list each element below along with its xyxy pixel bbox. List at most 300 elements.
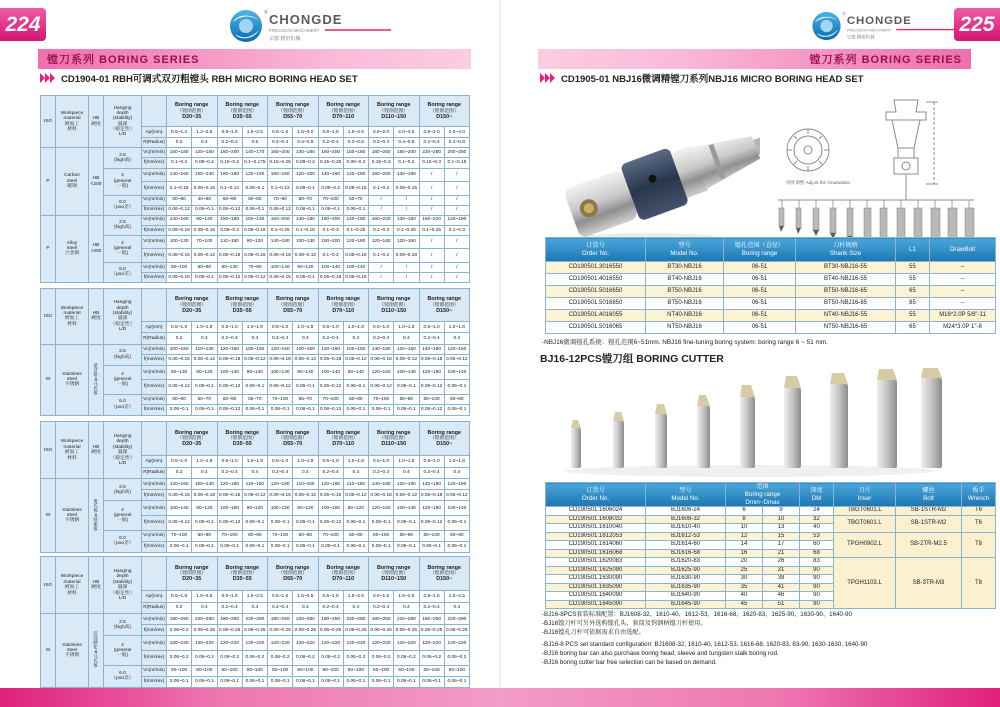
cell: /	[394, 262, 419, 272]
cell: 1.5~2.5	[343, 591, 368, 602]
cell: 0.2~0.4	[268, 602, 293, 613]
cell: Vc(m/min)	[142, 501, 167, 516]
cell: 0.15~0.25	[268, 158, 293, 168]
cell: 100~140	[318, 365, 343, 379]
cell: 0.1~0.175	[242, 158, 267, 168]
cell: 15	[763, 532, 800, 541]
cell: 0.06~0.12	[192, 355, 217, 366]
cell: 55	[896, 310, 930, 322]
cell: 80~120	[293, 501, 318, 516]
cell: 2.0~3.5	[394, 127, 419, 137]
cell: /	[369, 272, 394, 282]
table-row	[546, 558, 996, 567]
cell: 100~150	[293, 344, 318, 355]
cell: 68	[800, 549, 834, 558]
cell: 0.06~0.1	[242, 676, 267, 687]
cell: Boring range （镗削范围） D35~55	[217, 96, 268, 127]
cell: 32	[800, 515, 834, 524]
cell: CD190501.1606024	[546, 507, 646, 516]
cell: 0.5~1.0	[318, 456, 343, 467]
cell: CD190501.1630090	[546, 575, 646, 584]
cell: 26	[763, 558, 800, 567]
cell: 180~250	[167, 614, 192, 625]
cell: 0.06~0.12	[343, 490, 368, 501]
svg-text:CHONGDE: CHONGDE	[269, 12, 343, 27]
product-title-text: CD1905-01 NBJ16微调精镗刀系列NBJ16 MICRO BORING HEAD SET	[561, 74, 864, 85]
vc-row	[41, 530, 470, 541]
cell: Workpiece material 被加工 材料	[56, 422, 89, 479]
cell: 120~220	[444, 636, 469, 651]
cell: Boring range （镗削范围） D150~	[419, 289, 470, 322]
section-title-boring-cutter: BJ16-12PCS镗刀组 BORING CUTTER	[540, 353, 724, 365]
cell: 55	[896, 274, 930, 286]
cell: 0.08~0.15	[167, 249, 192, 263]
cell: 0.06~0.12	[242, 490, 267, 501]
cell: 180~250	[217, 614, 242, 625]
cell: 100~130	[242, 215, 267, 225]
cell: 0.4	[444, 467, 469, 478]
cell: /	[419, 195, 444, 205]
cell: 0.06~0.1	[167, 405, 192, 416]
cell: 0.06~0.15	[268, 490, 293, 501]
cell: NT50-NBJ16	[646, 322, 724, 334]
cell: 0.06~0.12	[419, 380, 444, 394]
cell: TPGH0902.L	[834, 532, 896, 558]
cell: 0.06~0.1	[268, 541, 293, 552]
cell: 0.4	[394, 333, 419, 344]
cell: 160~200	[318, 215, 343, 225]
cell: 160~180	[217, 168, 242, 181]
cell: Ap(mm)	[142, 456, 167, 467]
cutter-set-photo	[555, 366, 945, 478]
series-banner-text: 镗刀系列 BORING SERIES	[47, 54, 200, 66]
cell: 80~100	[369, 530, 394, 541]
cell: 90	[800, 600, 834, 609]
note-line: -BJ16 boring bar can also purchase boring head, sleeve and tungsten stalk boring rod.	[542, 649, 779, 657]
cell: 40	[726, 592, 763, 601]
cell: 0.5~1.5	[268, 591, 293, 602]
cell: 0.06~0.2	[167, 651, 192, 666]
cell: 140~180	[394, 215, 419, 225]
cell: 0.4	[343, 467, 368, 478]
cell: BJ1635-90	[646, 583, 726, 592]
cell: 0.08~0.15	[343, 182, 368, 196]
cell: M	[41, 479, 56, 553]
cell: 0.06~0.1	[394, 380, 419, 394]
cell: 60~90	[217, 394, 242, 405]
cell: 160~200	[369, 168, 394, 181]
cell: 220~280	[444, 614, 469, 625]
cell: 0.4	[242, 602, 267, 613]
cell: 120~220	[369, 636, 394, 651]
cell: 0.08~0.2	[293, 158, 318, 168]
diagram-label: 刻度调整 Adjust the Graduation	[786, 180, 851, 185]
table-header-row	[546, 238, 996, 262]
cell: 0.5~1.0	[268, 322, 293, 333]
cell: 0.06~0.1	[444, 541, 469, 552]
cell: 60~90	[192, 262, 217, 272]
cell: 沉淀硬化&马氏体	[89, 614, 104, 688]
cell: 0.2~0.4	[318, 602, 343, 613]
cell: 160~220	[419, 215, 444, 225]
cell: 0.2~0.4	[369, 333, 394, 344]
cell: 0.06~0.1	[369, 676, 394, 687]
cell: 120~160	[444, 479, 469, 490]
cell: 0.1~0.12	[268, 182, 293, 196]
nbj16-note: -NBJ16微调镗孔系统：镗孔范围6~51mm. NBJ16 fine-tuning boring system: boring range 6 ~ 51 mm.	[542, 339, 828, 346]
order-table	[545, 237, 996, 334]
cell: 14	[726, 541, 763, 550]
cell: 0.4~0.8	[394, 137, 419, 148]
series-banner-right	[538, 49, 971, 69]
cell: CD190501.1616068	[546, 549, 646, 558]
cell: 60~90	[394, 530, 419, 541]
cell: M16*2.0P 5/8"-11	[930, 310, 996, 322]
cell: 0.4	[343, 602, 368, 613]
cell: 53	[800, 532, 834, 541]
cell: Carbon steel 碳钢	[56, 148, 89, 215]
cell: TPGH1103.L	[834, 558, 896, 609]
cell: 90~140	[343, 365, 368, 379]
table-row	[546, 310, 996, 322]
cell: Vc(m/min)	[142, 365, 167, 379]
cell: 45	[726, 600, 763, 609]
cell: 50~70	[192, 394, 217, 405]
svg-text:宗德 精密机械: 宗德 精密机械	[269, 36, 301, 42]
cell: M24*3.0P 1"-8	[930, 322, 996, 334]
cell: 120~160	[394, 344, 419, 355]
cell: CD190501.4016550	[546, 274, 646, 286]
cell: 0.06~0.1	[343, 676, 368, 687]
cell: 0.2	[167, 467, 192, 478]
cell	[142, 557, 167, 591]
cell: /	[419, 168, 444, 181]
cell: 0.06~0.18	[369, 355, 394, 366]
note-line: -BJ16-8 PCS set standard configuration: BJ1608-32, 1610-40, 1612-53, 1616-68, 1620-83, 83-90, 1630-1630, 1640-90	[542, 641, 868, 648]
cell: 140~180	[293, 215, 318, 225]
cell: 60~90	[444, 530, 469, 541]
cell: 0.5~1.0	[369, 456, 394, 467]
cell: 110~150	[293, 479, 318, 490]
cell: 150~180	[343, 148, 368, 158]
vc-row	[41, 479, 470, 490]
cell: CD190501.1625090	[546, 566, 646, 575]
cell: Vc(m/min)	[142, 262, 167, 272]
cell: 0.06~0.1	[444, 676, 469, 687]
cell: 0.06~0.1	[369, 405, 394, 416]
cell: 60~80	[192, 530, 217, 541]
cell: 70~100	[318, 530, 343, 541]
cell: 6.0 （poo差）	[104, 665, 142, 687]
header-cell: 刀片 Inser	[834, 483, 896, 507]
cell: –	[930, 262, 996, 274]
cell: 70~100	[167, 530, 192, 541]
cell: Boring range （镗削范围） D70~110	[318, 422, 369, 456]
cell: 0.1~0.25	[343, 225, 368, 235]
cell: 0.06~0.15	[167, 355, 192, 366]
cell: 0.08~0.18	[268, 355, 293, 366]
cell: 0.06~0.12	[293, 355, 318, 366]
cell: /	[394, 195, 419, 205]
cell: 0.2~0.4	[268, 137, 293, 148]
cell: 60~100	[217, 665, 242, 676]
cell: 60~90	[242, 530, 267, 541]
cell: f(mm/rev)	[142, 225, 167, 235]
cell: 0.08~0.2	[343, 158, 368, 168]
product-title-left	[40, 71, 358, 85]
cell: 0.08~0.18	[343, 249, 368, 263]
cell: f(mm/rev)	[142, 182, 167, 196]
cell: 1.0~1.8	[343, 456, 368, 467]
cell: 0.06~0.12	[217, 272, 242, 282]
note-line: -BJ16镗孔刀杆可依据需求自由选配。	[542, 628, 645, 636]
cell: Hanging depth (stability) 悬深 （稳定性） L/D	[104, 289, 142, 345]
cell: 0.06~0.2	[343, 651, 368, 666]
cell: 0.5~1.0	[419, 456, 444, 467]
cell: 80~130	[217, 262, 242, 272]
header-cell: 板手 Wrench	[962, 483, 996, 507]
cell: 0.2~0.4	[369, 467, 394, 478]
cell: 0.4	[192, 333, 217, 344]
cell: 90	[800, 575, 834, 584]
cell: 60	[800, 541, 834, 550]
svg-text:PRECISION MACHINERY: PRECISION MACHINERY	[269, 28, 320, 33]
cell: CD190501.1645090	[546, 600, 646, 609]
cell: Vc(m/min)	[142, 215, 167, 225]
cell: T6	[962, 507, 996, 516]
cell: 60~90	[167, 394, 192, 405]
cell: 0.5~1.5	[419, 591, 444, 602]
cell: 60~80	[444, 394, 469, 405]
cell: HB 硬度	[89, 96, 104, 148]
cell: 0.06~0.25	[419, 625, 444, 636]
cell: 0.06~0.1	[293, 405, 318, 416]
cell: 0.2~0.4	[369, 137, 394, 148]
cell: 0.06~0.1	[242, 380, 267, 394]
cell: 100~140	[192, 168, 217, 181]
cell: 0.8~1.5	[217, 127, 242, 137]
cell: 150~180	[217, 215, 242, 225]
notes-chinese	[542, 611, 852, 638]
cell: 1.2~2.5	[192, 127, 217, 137]
cell: 0.06~0.2	[268, 651, 293, 666]
cell: Boring range （镗削范围） D70~110	[318, 96, 369, 127]
cell: 1.5~3.0	[293, 127, 318, 137]
cell: f(mm/rev)	[142, 625, 167, 636]
spec-table-1	[40, 95, 470, 283]
cell: 0.06~0.1	[394, 541, 419, 552]
cell: 0.06~0.1	[217, 676, 242, 687]
cell: 60~90	[217, 195, 242, 205]
cell: 0.06~0.12	[217, 516, 242, 531]
note-line: -BJ16-8PCS套装标准配置：BJ1608-32、1610-40、1612-53、1616-68、1620-83、1625-90、1630-90、1640-90	[542, 611, 852, 618]
cell: 0.06~0.12	[444, 355, 469, 366]
cell: Boring range （镗削范围） D55~70	[268, 557, 319, 591]
cell: 0.5~1.2	[167, 127, 192, 137]
cell: 100~140	[192, 479, 217, 490]
cell: /	[419, 272, 444, 282]
series-banner-left	[38, 49, 471, 69]
cell: 0.06~0.12	[318, 380, 343, 394]
cell: /	[394, 272, 419, 282]
vc-row	[41, 501, 470, 516]
cell: 100~150	[167, 344, 192, 355]
cell: 0.06~0.25	[394, 625, 419, 636]
cell: 0.06~0.12	[167, 205, 192, 215]
cell: Vc(m/min)	[142, 479, 167, 490]
cell: 70~100	[369, 394, 394, 405]
cell: 0.5~1.0	[167, 456, 192, 467]
table-row	[546, 532, 996, 541]
cell: CD190501.1610040	[546, 524, 646, 533]
cell: 0.2~0.4	[419, 137, 444, 148]
cell: 0.06~0.1	[444, 380, 469, 394]
cell: 80~100	[419, 394, 444, 405]
cell: 0.06~0.18	[217, 355, 242, 366]
cell: 0.06~0.1	[268, 405, 293, 416]
cell: 0.15~0.3	[369, 158, 394, 168]
cell: 0.8~1.5	[268, 127, 293, 137]
cell: 4 (general 一般)	[104, 235, 142, 262]
cell: 0.06~0.1	[394, 676, 419, 687]
cell: BT40-NBJ16-55	[796, 274, 896, 286]
cell: 0.8~2.0	[369, 127, 394, 137]
cell: 0.2~0.4	[217, 602, 242, 613]
notes-english	[542, 641, 867, 668]
cell: f(mm/rev)	[142, 158, 167, 168]
cell: 46	[763, 592, 800, 601]
cell: 180~250	[268, 614, 293, 625]
cell: 120~150	[293, 168, 318, 181]
cell: 0.5~1.0	[318, 322, 343, 333]
cell: 0.06~0.1	[192, 405, 217, 416]
cell: 0.06~0.25	[293, 625, 318, 636]
cell: 0.4	[343, 333, 368, 344]
cell: 0.06~0.25	[369, 625, 394, 636]
cell: Vc(m/min)	[142, 530, 167, 541]
cell: 0.06~0.2	[217, 225, 242, 235]
cell: P	[41, 215, 56, 282]
cell: Workpiece material 被加工 材料	[56, 96, 89, 148]
cell: 55~70	[242, 394, 267, 405]
cell: 160~220	[369, 215, 394, 225]
cell: Vc(m/min)	[142, 665, 167, 676]
cell: 50~70	[293, 195, 318, 205]
cell: 1.5~2.5	[242, 591, 267, 602]
cell: 0.4	[293, 467, 318, 478]
cell: 31	[763, 566, 800, 575]
cell: 0.4	[192, 467, 217, 478]
cell: 0.06~0.12	[217, 380, 242, 394]
cell: 2.5 (high高)	[104, 215, 142, 235]
cell: 0.06~0.1	[343, 405, 368, 416]
cell: /	[419, 182, 444, 196]
cell: 80~120	[192, 501, 217, 516]
cell: SB-1STR-M2	[896, 515, 962, 532]
cell: Boring range （镗削范围） D110~150	[369, 289, 420, 322]
cell: 0.15~0.2	[217, 158, 242, 168]
cell: 60~90	[293, 530, 318, 541]
cell: 60~100	[394, 665, 419, 676]
cell: 0.06~0.2	[369, 651, 394, 666]
cell: 0.4	[293, 602, 318, 613]
cell: 4 (general 一般)	[104, 501, 142, 531]
cell: CD190501.5016065	[546, 322, 646, 334]
svg-text:®: ®	[842, 11, 846, 17]
cell: 0.05~0.1	[192, 272, 217, 282]
cell: 60~100	[343, 665, 368, 676]
cell: 10	[763, 515, 800, 524]
cell: 6.0 （poo差）	[104, 262, 142, 282]
cell: 0.8~1.5	[318, 127, 343, 137]
cell: 06-51	[724, 298, 796, 310]
cell: 1.0~1.8	[394, 456, 419, 467]
cell: 0.06~0.1	[369, 516, 394, 531]
cell: 90~140	[293, 365, 318, 379]
cell: 100~150	[268, 501, 293, 516]
cell: Boring range （镗削范围） D150~	[419, 557, 470, 591]
cell: 8	[726, 515, 763, 524]
cell: 0.06~0.2	[444, 651, 469, 666]
cell: Boring range （镗削范围） D55~70	[268, 289, 319, 322]
cell: –	[930, 298, 996, 310]
cell: 60~100	[242, 665, 267, 676]
cell: BJ1625-90	[646, 566, 726, 575]
cell: 1.5~2.5	[242, 127, 267, 137]
cell: 0.06~0.1	[293, 676, 318, 687]
cell: M	[41, 614, 56, 688]
cell: Boring range （镗削范围） D35~55	[217, 422, 268, 456]
cell: f(mm/rev)	[142, 205, 167, 215]
cell: 0.08~0.12	[293, 249, 318, 263]
cell: Stainless steel 不锈钢	[56, 344, 89, 415]
cell: 120~220	[419, 636, 444, 651]
cell: 70~100	[318, 195, 343, 205]
cell: 100~140	[444, 501, 469, 516]
cell: R(Radius)	[142, 137, 167, 148]
cell: 220~280	[192, 614, 217, 625]
cell: 160~200	[268, 215, 293, 225]
cell: CD190501.3016550	[546, 262, 646, 274]
cell: 60~100	[318, 665, 343, 676]
table-row	[546, 507, 996, 516]
cell: NT50-NBJ16-65	[796, 322, 896, 334]
cell: BJ1616-68	[646, 549, 726, 558]
cell: 0.5~1.0	[369, 322, 394, 333]
page-seam	[498, 0, 502, 688]
cell: 0.06~0.12	[444, 490, 469, 501]
cell: 0.06~0.25	[242, 625, 267, 636]
cell: HB 硬度	[89, 422, 104, 479]
cell: 50~70	[343, 195, 368, 205]
cell: 100~140	[394, 501, 419, 516]
cell: 0.06~0.18	[192, 490, 217, 501]
cell: Ap(mm)	[142, 127, 167, 137]
cell: 0.1~0.2	[167, 158, 192, 168]
cell: 38	[763, 575, 800, 584]
cell: 0.06~0.1	[318, 676, 343, 687]
cell: 0.06~0.2	[318, 651, 343, 666]
cell: CD190501.4016055	[546, 310, 646, 322]
cell: f(mm/rev)	[142, 405, 167, 416]
cell: T6	[962, 515, 996, 532]
cell: Boring range （镗削范围） D70~110	[318, 289, 369, 322]
cell: 100~140	[268, 365, 293, 379]
header-cell: 刀杆规格 Shank Size	[796, 238, 896, 262]
cell: TBGT0601.L	[834, 507, 896, 516]
cell: 120~220	[167, 636, 192, 651]
header-cell: 订货号 Order No.	[546, 483, 646, 507]
